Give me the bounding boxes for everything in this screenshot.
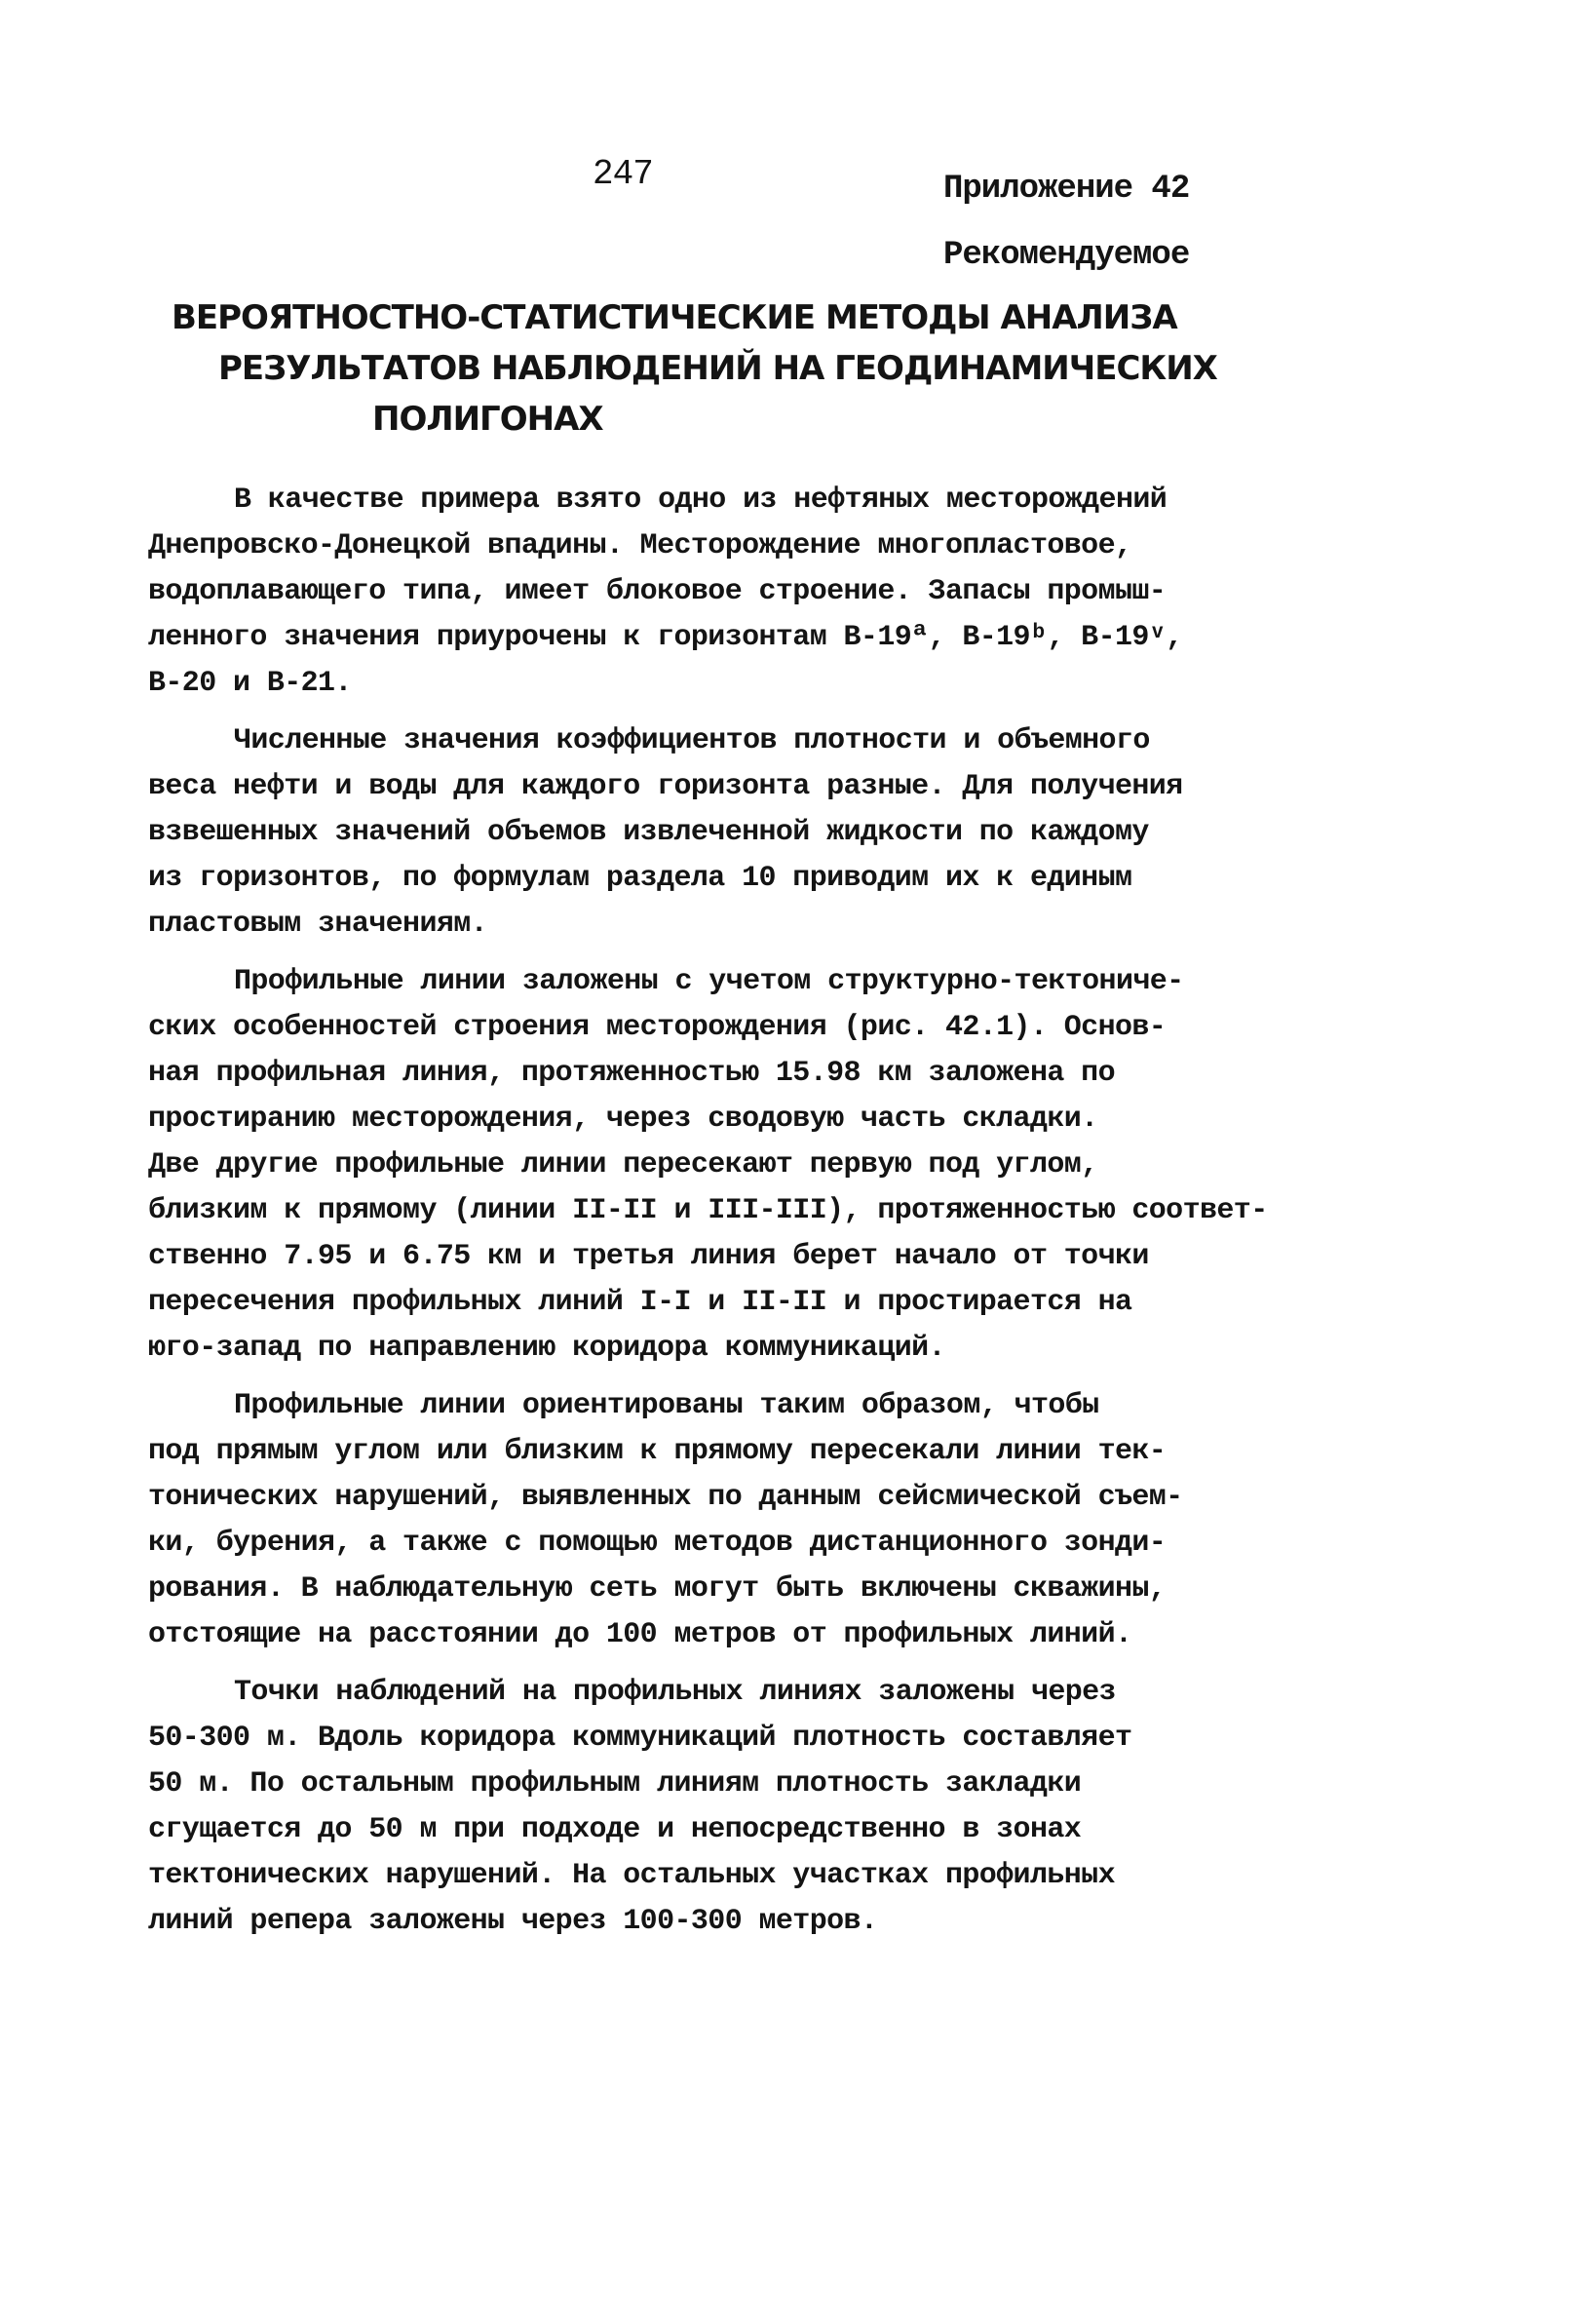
text-line: 50-300 м. Вдоль коридора коммуникаций плотность составляет	[148, 1722, 1132, 1755]
text-line: Точки наблюдений на профильных линиях заложены через	[234, 1676, 1116, 1709]
recommendation-status: Рекомендуемое	[943, 237, 1190, 274]
text-line: Профильные линии заложены с учетом структурно-тектониче-	[234, 965, 1184, 998]
text-line: ная профильная линия, протяженностью 15.98 км заложена по	[148, 1057, 1115, 1090]
text-line: ственно 7.95 и 6.75 км и третья линия берет начало от точки	[148, 1240, 1149, 1273]
page-number: 247	[593, 154, 653, 194]
text-line: водоплавающего типа, имеет блоковое строение. Запасы промыш-	[148, 575, 1167, 608]
text-line: отстоящие на расстоянии до 100 метров от профильных линий.	[148, 1618, 1132, 1651]
title-line: РЕЗУЛЬТАТОВ НАБЛЮДЕНИЙ НА ГЕОДИНАМИЧЕСКИХ	[218, 349, 1217, 388]
paragraph	[148, 1383, 1298, 1658]
text-line: близким к прямому (линии II-II и III-III), протяженностью соответ-	[148, 1194, 1268, 1227]
paragraph	[148, 718, 1298, 948]
text-line: юго-запад по направлению коридора коммуникаций.	[148, 1332, 945, 1365]
text-line: ских особенностей строения месторождения (рис. 42.1). Основ-	[148, 1011, 1167, 1044]
text-line: линий репера заложены через 100-300 метров.	[148, 1905, 878, 1938]
paragraph	[148, 478, 1298, 707]
text-line: Днепровско-Донецкой впадины. Месторождение многопластовое,	[148, 529, 1132, 562]
text-line: пересечения профильных линий I-I и II-II и простирается на	[148, 1286, 1132, 1319]
paragraph	[148, 959, 1298, 1372]
text-line: пластовым значениям.	[148, 908, 488, 941]
text-line: Численные значения коэффициентов плотности и объемного	[234, 724, 1150, 757]
document-title	[172, 292, 1217, 445]
text-line: простиранию месторождения, через сводовую часть складки.	[148, 1103, 1098, 1136]
title-line: ПОЛИГОНАХ	[372, 400, 603, 439]
text-line: из горизонтов, по формулам раздела 10 приводим их к единым	[148, 862, 1132, 895]
text-line: 50 м. По остальным профильным линиям плотность закладки	[148, 1767, 1082, 1801]
text-line: Две другие профильные линии пересекают первую под углом,	[148, 1148, 1098, 1181]
text-line: тектонических нарушений. На остальных участках профильных	[148, 1859, 1115, 1892]
text-line: под прямым углом или близким к прямому пересекали линии тек-	[148, 1435, 1167, 1468]
text-line: ленного значения приурочены к горизонтам В-19ª, В-19ᵇ, В-19ᵛ,	[148, 621, 1183, 654]
text-line: рования. В наблюдательную сеть могут быть включены скважины,	[148, 1572, 1167, 1606]
title-line: ВЕРОЯТНОСТНО-СТАТИСТИЧЕСКИЕ МЕТОДЫ АНАЛИЗА	[172, 298, 1177, 337]
text-line: тонических нарушений, выявленных по данным сейсмической съем-	[148, 1481, 1183, 1514]
text-line: Профильные линии ориентированы таким образом, чтобы	[234, 1389, 1099, 1422]
text-line: В-20 и В-21.	[148, 667, 352, 700]
body-text	[148, 478, 1298, 1945]
text-line: сгущается до 50 м при подходе и непосредственно в зонах	[148, 1813, 1082, 1846]
text-line: веса нефти и воды для каждого горизонта разные. Для получения	[148, 770, 1183, 803]
paragraph	[148, 1670, 1298, 1945]
appendix-label: Приложение 42	[943, 171, 1190, 208]
text-line: В качестве примера взято одно из нефтяных месторождений	[234, 484, 1168, 517]
text-line: ки, бурения, а также с помощью методов дистанционного зонди-	[148, 1527, 1167, 1560]
text-line: взвешенных значений объемов извлеченной жидкости по каждому	[148, 816, 1149, 849]
